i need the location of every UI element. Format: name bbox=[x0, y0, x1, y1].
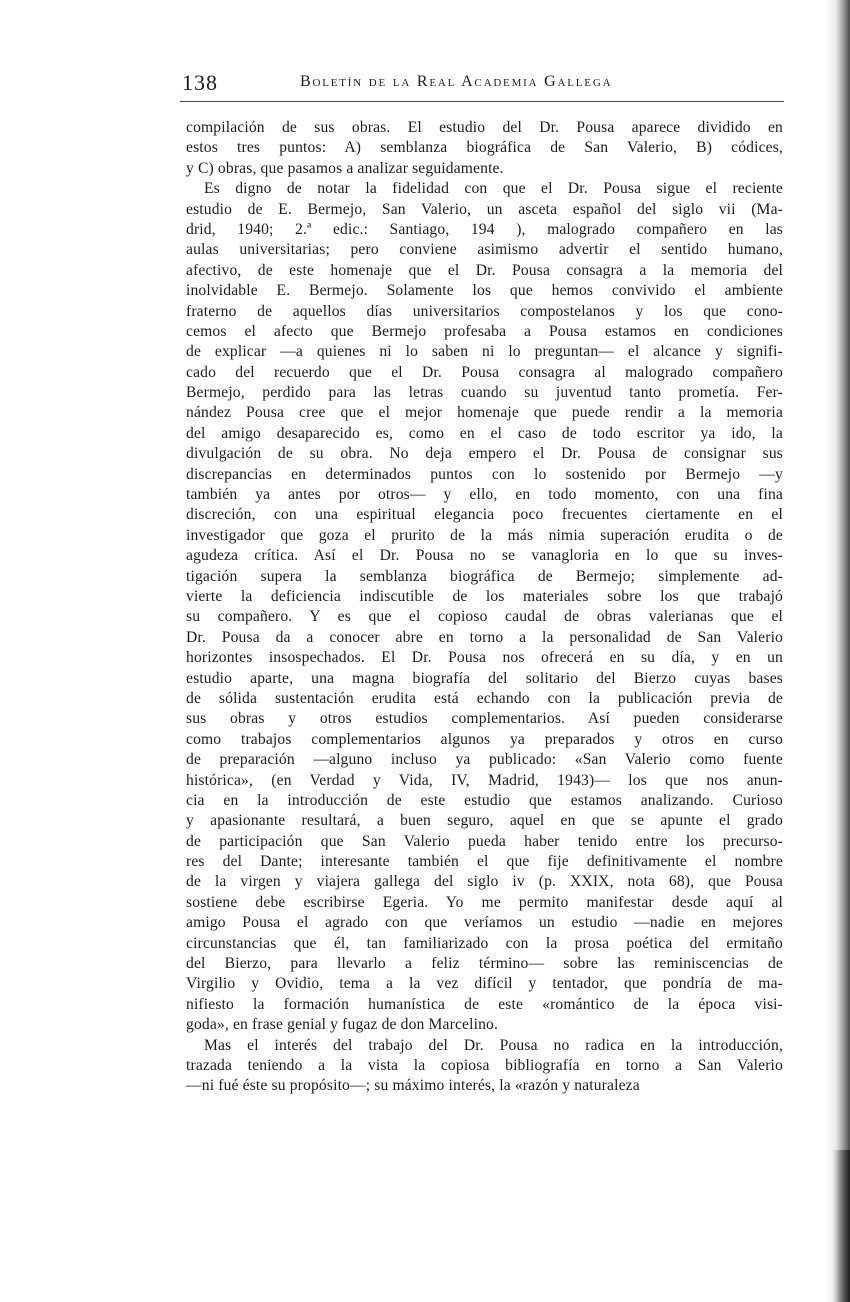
text-line: goda», en frase genial y fugaz de don Marcelino. bbox=[186, 1016, 499, 1034]
scan-shadow-edge bbox=[824, 0, 850, 1302]
text-line: trazada teniendo a la vista la copiosa bibliografía en torno a San Valerio bbox=[186, 1056, 783, 1074]
paragraph-p3 bbox=[186, 1036, 783, 1097]
text-line: histórica», (en Verdad y Vida, IV, Madrid, 1943)— los que nos anun- bbox=[186, 771, 783, 789]
text-line: Mas el interés del trabajo del Dr. Pousa no radica en la introducción, bbox=[204, 1036, 783, 1054]
text-line: de preparación —alguno incluso ya publicado: «San Valerio como fuente bbox=[186, 751, 783, 769]
text-line: como trabajos complementarios algunos ya preparados y otros en curso bbox=[186, 730, 783, 748]
text-line: y apasionante resultará, a buen seguro, aquel en que se apunte el grado bbox=[186, 812, 783, 830]
journal-title: Boletín de la Real Academia Gallega bbox=[300, 73, 613, 90]
text-line: agudeza crítica. Así el Dr. Pousa no se vanagloria en lo que su inves- bbox=[186, 547, 783, 565]
text-line: compilación de sus obras. El estudio del Dr. Pousa aparece dividido en bbox=[186, 119, 783, 136]
text-line: discreción, con una espiritual elegancia poco frecuentes ciertamente en el bbox=[186, 506, 783, 524]
text-line: drid, 1940; 2.ª edic.: Santiago, 194 ), malogrado compañero en las bbox=[186, 220, 783, 238]
text-line: Bermejo, perdido para las letras cuando su juventud tanto prometía. Fer- bbox=[186, 384, 783, 402]
text-line: sostiene debe escribirse Egeria. Yo me permito manifestar desde aquí al bbox=[186, 893, 783, 911]
text-line: también ya antes por otros— y ello, en todo momento, con una fina bbox=[186, 486, 783, 504]
text-line: y C) obras, que pasamos a analizar seguidamente. bbox=[186, 159, 504, 177]
body-text bbox=[186, 118, 783, 1097]
text-line: del Bierzo, para llevarlo a feliz término— sobre las reminiscencias de bbox=[186, 955, 783, 973]
text-line: de participación que San Valerio pueda haber tenido entre los precurso- bbox=[186, 832, 783, 850]
text-line: amigo Pousa el agrado con que veríamos un estudio —nadie en mejores bbox=[186, 914, 783, 932]
text-line: Virgilio y Ovidio, tema a la vez difícil y tentador, que pondría de ma- bbox=[186, 975, 783, 993]
text-line: estudio aparte, una magna biografía del solitario del Bierzo cuyas bases bbox=[186, 669, 783, 687]
text-line: estudio de E. Bermejo, San Valerio, un asceta español del siglo vii (Ma- bbox=[186, 200, 783, 218]
text-line: nifiesto la formación humanística de este «romántico de la época visi- bbox=[186, 995, 783, 1013]
text-line: cemos el afecto que Bermejo profesaba a Pousa estamos en condiciones bbox=[186, 322, 783, 340]
paragraph-p1 bbox=[186, 118, 783, 179]
text-line: —ni fué éste su propósito—; su máximo interés, la «razón y naturaleza bbox=[186, 1077, 640, 1095]
text-line: res del Dante; interesante también el que fije definitivamente el nombre bbox=[186, 853, 783, 871]
text-line: investigador que goza el prurito de la más nimia superación erudita o de bbox=[186, 526, 783, 544]
page-number: 138 bbox=[182, 70, 218, 95]
text-line: nández Pousa cree que el mejor homenaje que puede rendir a la memoria bbox=[186, 404, 783, 422]
text-line: de sólida sustentación erudita está echando con la publicación previa de bbox=[186, 689, 783, 707]
text-line: divulgación de su obra. No deja empero el Dr. Pousa de consignar sus bbox=[186, 445, 783, 463]
text-line: del amigo desaparecido es, como en el caso de todo escritor ya ido, la bbox=[186, 424, 783, 442]
text-line: cia en la introducción de este estudio que estamos analizando. Curioso bbox=[186, 791, 783, 809]
text-line: vierte la deficiencia indiscutible de los materiales sobre los que trabajó bbox=[186, 587, 783, 605]
scan-shadow-corner bbox=[832, 1150, 850, 1302]
text-line: Dr. Pousa da a conocer abre en torno a la personalidad de San Valerio bbox=[186, 628, 783, 646]
text-line: horizontes insospechados. El Dr. Pousa nos ofrecerá en su día, y en un bbox=[186, 649, 783, 667]
header-rule bbox=[180, 101, 784, 102]
text-line: de la virgen y viajera gallega del siglo iv (p. XXIX, nota 68), que Pousa bbox=[186, 873, 783, 891]
paragraph-p2 bbox=[186, 179, 783, 1035]
text-line: su compañero. Y es que el copioso caudal de obras valerianas que el bbox=[186, 608, 783, 626]
text-line: tigación supera la semblanza biográfica de Bermejo; simplemente ad- bbox=[186, 567, 783, 585]
text-line: estos tres puntos: A) semblanza biográfica de San Valerio, B) códices, bbox=[186, 139, 783, 157]
text-line: de explicar —a quienes ni lo saben ni lo preguntan— el alcance y signifi- bbox=[186, 343, 783, 361]
text-line: aulas universitarias; pero conviene asimismo advertir el sentido humano, bbox=[186, 241, 783, 259]
text-line: sus obras y otros estudios complementarios. Así pueden considerarse bbox=[186, 710, 783, 728]
text-line: discrepancias en determinados puntos con lo sostenido por Bermejo —y bbox=[186, 465, 783, 483]
text-line: circunstancias que él, tan familiarizado con la prosa poética del ermitaño bbox=[186, 934, 783, 952]
running-head bbox=[182, 70, 782, 98]
text-line: afectivo, de este homenaje que el Dr. Pousa consagra a la memoria del bbox=[186, 261, 783, 279]
text-line: fraterno de aquellos días universitarios compostelanos y los que cono- bbox=[186, 302, 783, 320]
text-line: cado del recuerdo que el Dr. Pousa consagra al malogrado compañero bbox=[186, 363, 783, 381]
text-line: Es digno de notar la fidelidad con que el Dr. Pousa sigue el reciente bbox=[204, 180, 783, 198]
text-line: inolvidable E. Bermejo. Solamente los que hemos convivido el ambiente bbox=[186, 282, 783, 300]
